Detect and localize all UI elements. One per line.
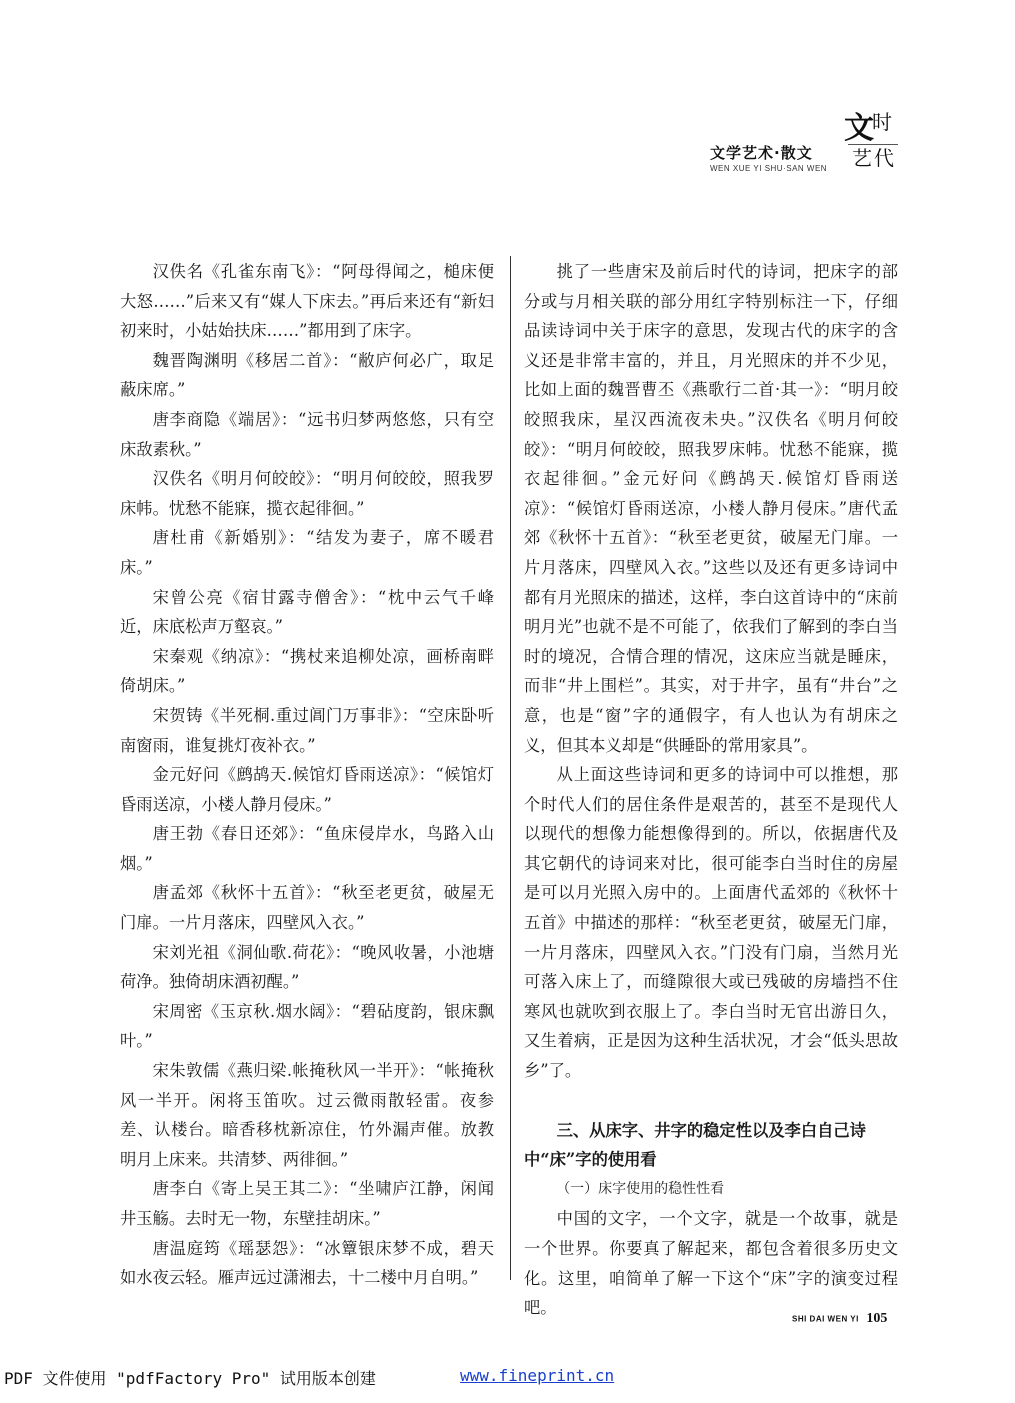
poem-quote: 宋朱敦儒《燕归梁.帐掩秋风一半开》：“帐掩秋风一半开。闲将玉笛吹。过云微雨散轻雷。夜参差、认楼台。暗香移枕新凉住，竹外漏声催。放教明月上床来。共清梦、两徘徊。” <box>120 1061 494 1169</box>
poem-quote: 唐李商隐《端居》：“远书归梦两悠悠，只有空床敌素秋。” <box>120 409 494 459</box>
poem-quote: 唐温庭筠《瑶瑟怨》：“冰簟银床梦不成，碧天如水夜云轻。雁声远过潇湘去，十二楼中月自明。” <box>120 1238 494 1288</box>
page-folio <box>792 1310 887 1328</box>
logo-divider <box>848 144 898 145</box>
body-paragraph: 挑了一些唐宋及前后时代的诗词，把床字的部分或与月相关联的部分用红字特别标注一下，仔细品读诗词中关于床字的意思，发现古代的床字的含义还是非常丰富的，并且，月光照床的并不少见，比如上面的魏晋曹丕《燕歌行二首·其一》：“明月皎皎照我床，星汉西流夜未央。”汉佚名《明月何皎皎》：“明月何皎皎，照我罗床帏。忧愁不能寐，揽衣起徘徊。”金元好问《鹧鸪天.候馆灯昏雨送凉》：“候馆灯昏雨送凉，小楼人静月侵床。”唐代孟郊《秋怀十五首》：“秋至老更贫，破屋无门扉。一片月落床，四壁风入衣。”这些以及还有更多诗词中都有月光照床的描述，这样，李白这首诗中的“床前明月光”也就不是不可能了，依我们了解到的李白当时的境况，合情合理的情况，这床应当就是睡床，而非“井上围栏”。其实，对于井字，虽有“井台”之意，也是“窗”字的通假字，有人也认为有胡床之义，但其本义却是“供睡卧的常用家具”。 <box>524 262 898 755</box>
sub-heading: （一）床字使用的稳性性看 <box>556 1180 725 1197</box>
poem-quote: 金元好问《鹧鸪天.候馆灯昏雨送凉》：“候馆灯昏雨送凉，小楼人静月侵床。” <box>120 765 494 814</box>
right-column <box>524 257 898 1323</box>
poem-quote: 唐李白《寄上吴王其二》：“坐啸庐江静，闲闻井玉觞。去时无一物，东壁挂胡床。” <box>120 1179 494 1228</box>
pdf-footer <box>0 1366 1015 1390</box>
poem-quote: 宋贺铸《半死桐.重过阊门万事非》：“空床卧听南窗雨，谁复挑灯夜补衣。” <box>120 705 494 755</box>
fineprint-link[interactable]: www.fineprint.cn <box>460 1366 615 1385</box>
section-pinyin: WEN XUE YI SHU·SAN WEN <box>710 164 828 173</box>
poem-quote: 宋周密《玉京秋.烟水阔》：“碧砧度韵，银床飘叶。” <box>120 1001 494 1051</box>
logo-char-wen: 文 <box>844 111 874 146</box>
page-number: 105 <box>866 1310 888 1326</box>
poem-quote: 唐王勃《春日还郊》：“鱼床侵岸水，鸟路入山烟。” <box>120 824 494 873</box>
logo-char-yidai: 艺代 <box>852 146 896 170</box>
journal-name: SHI DAI WEN YI <box>792 1314 859 1324</box>
column-divider <box>510 256 511 1280</box>
poem-quote: 汉佚名《孔雀东南飞》：“阿母得闻之，槌床便大怒……”后来又有“媒人下床去。”再后来还有“新妇初来时，小姑始扶床……”都用到了床字。 <box>120 262 494 341</box>
poem-quote: 汉佚名《明月何皎皎》：“明月何皎皎，照我罗床帏。忧愁不能寐，揽衣起徘徊。” <box>120 469 494 518</box>
poem-quote: 宋秦观《纳凉》：“携杖来追柳处凉，画桥南畔倚胡床。” <box>120 646 494 696</box>
section-heading: 三、从床字、井字的稳定性以及李白自己诗中“床”字的使用看 <box>524 1120 866 1170</box>
poem-quote: 宋曾公亮《宿甘露寺僧舍》：“枕中云气千峰近，床底松声万壑哀。” <box>120 587 494 637</box>
poem-quote: 宋刘光祖《洞仙歌.荷花》：“晚风收暑，小池塘荷净。独倚胡床酒初醒。” <box>120 942 494 992</box>
body-paragraph: 中国的文字，一个文字，就是一个故事，就是一个世界。你要真了解起来，都包含着很多历史文化。这里，咱简单了解一下这个“床”字的演变过程吧。 <box>524 1209 898 1318</box>
body-paragraph: 从上面这些诗词和更多的诗词中可以推想，那个时代人们的居住条件是艰苦的，甚至不是现代人以现代的想像力能想像得到的。所以，依据唐代及其它朝代的诗词来对比，很可能李白当时住的房屋是可以月光照入房中的。上面唐代孟郊的《秋怀十五首》中描述的那样：“秋至老更贫，破屋无门扉，一片月落床，四壁风入衣。”门没有门扇，当然月光可落入床上了，而缝隙很大或已残破的房墙挡不住寒风也就吹到衣服上了。李白当时无官出游日久，又生着病，正是因为这种生活状况，才会“低头思故乡”了。 <box>524 765 898 1081</box>
section-title: 文学艺术·散文 <box>710 144 813 162</box>
pdf-creator-note: PDF 文件使用 "pdfFactory Pro" 试用版本创建 <box>4 1369 376 1388</box>
poem-quote: 唐孟郊《秋怀十五首》：“秋至老更贫，破屋无门扉。一片月落床，四壁风入衣。” <box>120 883 494 933</box>
poem-quote: 唐杜甫《新婚别》：“结发为妻子，席不暖君床。” <box>120 528 494 577</box>
magazine-logo <box>844 108 900 174</box>
section-header <box>704 108 900 178</box>
left-column <box>120 257 494 1293</box>
poem-quote: 魏晋陶渊明《移居二首》：“敝庐何必广，取足蔽床席。” <box>120 350 494 400</box>
logo-char-shi: 时 <box>872 110 892 134</box>
